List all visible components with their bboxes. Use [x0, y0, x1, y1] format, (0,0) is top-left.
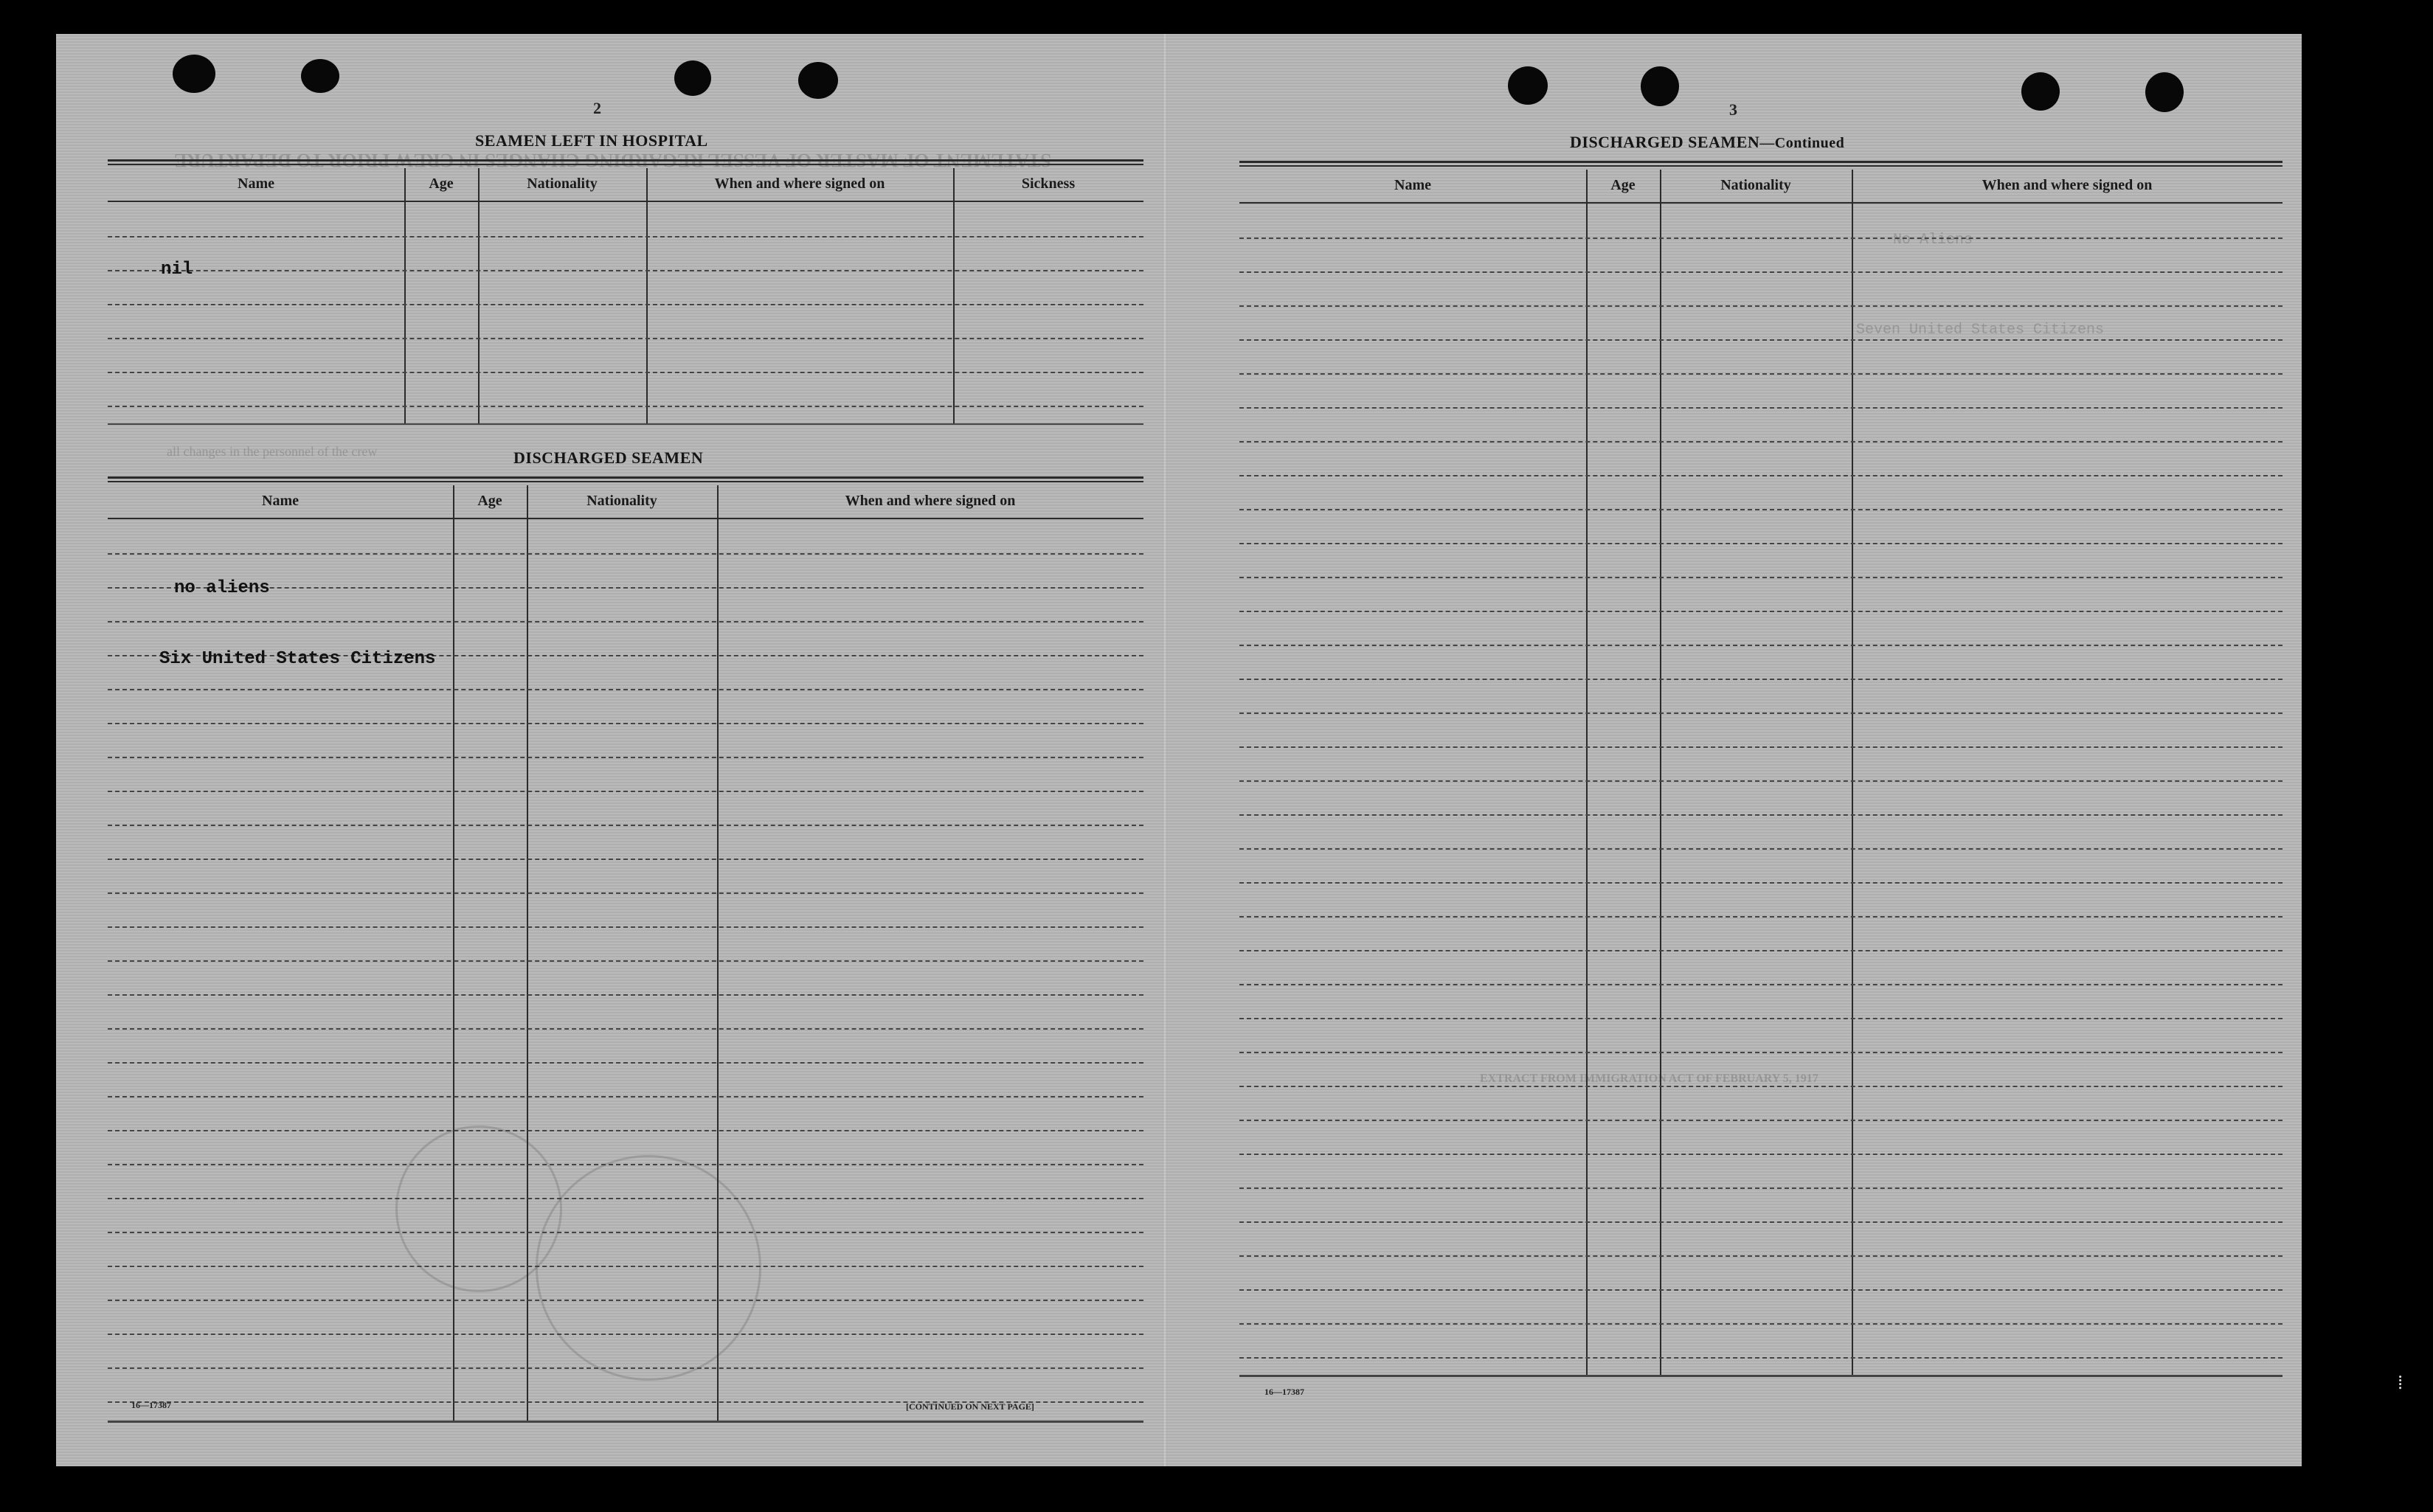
- scanner-mark: ⁞: [2398, 1372, 2403, 1393]
- punch-hole: [674, 60, 711, 96]
- discharged-table-left: [108, 485, 1143, 1422]
- page-fold: [1163, 34, 1167, 1466]
- column-header-age: Age: [1610, 177, 1636, 193]
- page-number: 3: [1729, 100, 1737, 119]
- section-rule: [108, 159, 1143, 165]
- page-number: 2: [593, 99, 601, 117]
- section-rule: [1239, 161, 2283, 167]
- bleed-through-line: No Aliens: [1893, 232, 1973, 249]
- punch-hole: [2145, 72, 2184, 112]
- column-header-sickness: Sickness: [1021, 176, 1076, 192]
- punch-hole: [798, 62, 838, 99]
- punch-hole: [1508, 66, 1548, 105]
- section-title-discharged-continued: [1570, 133, 1844, 152]
- form-number: 16—17387: [131, 1400, 171, 1410]
- bleed-through-line: Seven United States Citizens: [1856, 322, 2105, 339]
- punch-hole: [1641, 66, 1679, 106]
- hospital-table: [108, 168, 1143, 425]
- column-header-name: Name: [262, 493, 299, 509]
- discharged-table-right: [1239, 170, 2283, 1376]
- section-title-discharged: DISCHARGED SEAMEN: [513, 448, 704, 467]
- punch-hole: [301, 59, 339, 93]
- continued-note: [CONTINUED ON NEXT PAGE]: [906, 1401, 1034, 1412]
- bleed-through-line: EXTRACT FROM IMMIGRATION ACT OF FEBRUARY 5, 1917: [1480, 1072, 1818, 1085]
- column-header-when-where: When and where signed on: [714, 176, 885, 192]
- section-title-hospital: SEAMEN LEFT IN HOSPITAL: [475, 131, 708, 150]
- discharged-entry: no aliens: [174, 578, 270, 598]
- column-header-nationality: Nationality: [1720, 177, 1791, 193]
- section-rule: [108, 476, 1143, 482]
- bleed-through-heading: STATEMENT OF MASTER OF VESSEL REGARDING CHANGES IN CREW PRIOR TO DEPARTURE: [174, 150, 1051, 171]
- bleed-through-line: all changes in the personnel of the crew: [167, 444, 378, 459]
- column-header-name: Name: [1394, 177, 1431, 193]
- column-header-when-where: When and where signed on: [845, 493, 1016, 509]
- column-header-name: Name: [238, 176, 274, 192]
- document-sheet: [56, 34, 2302, 1466]
- title-suffix: —Continued: [1759, 135, 1845, 151]
- hospital-entry-nil: nil: [161, 260, 193, 280]
- column-header-nationality: Nationality: [586, 493, 657, 509]
- form-number: 16—17387: [1264, 1387, 1304, 1397]
- punch-hole: [2021, 72, 2060, 111]
- title-main: DISCHARGED SEAMEN: [1570, 133, 1760, 151]
- column-header-age: Age: [429, 176, 454, 192]
- column-header-age: Age: [477, 493, 502, 509]
- column-header-nationality: Nationality: [527, 176, 598, 192]
- column-header-when-where: When and where signed on: [1982, 177, 2153, 193]
- punch-hole: [173, 55, 215, 93]
- discharged-entry: Six United States Citizens: [159, 649, 436, 669]
